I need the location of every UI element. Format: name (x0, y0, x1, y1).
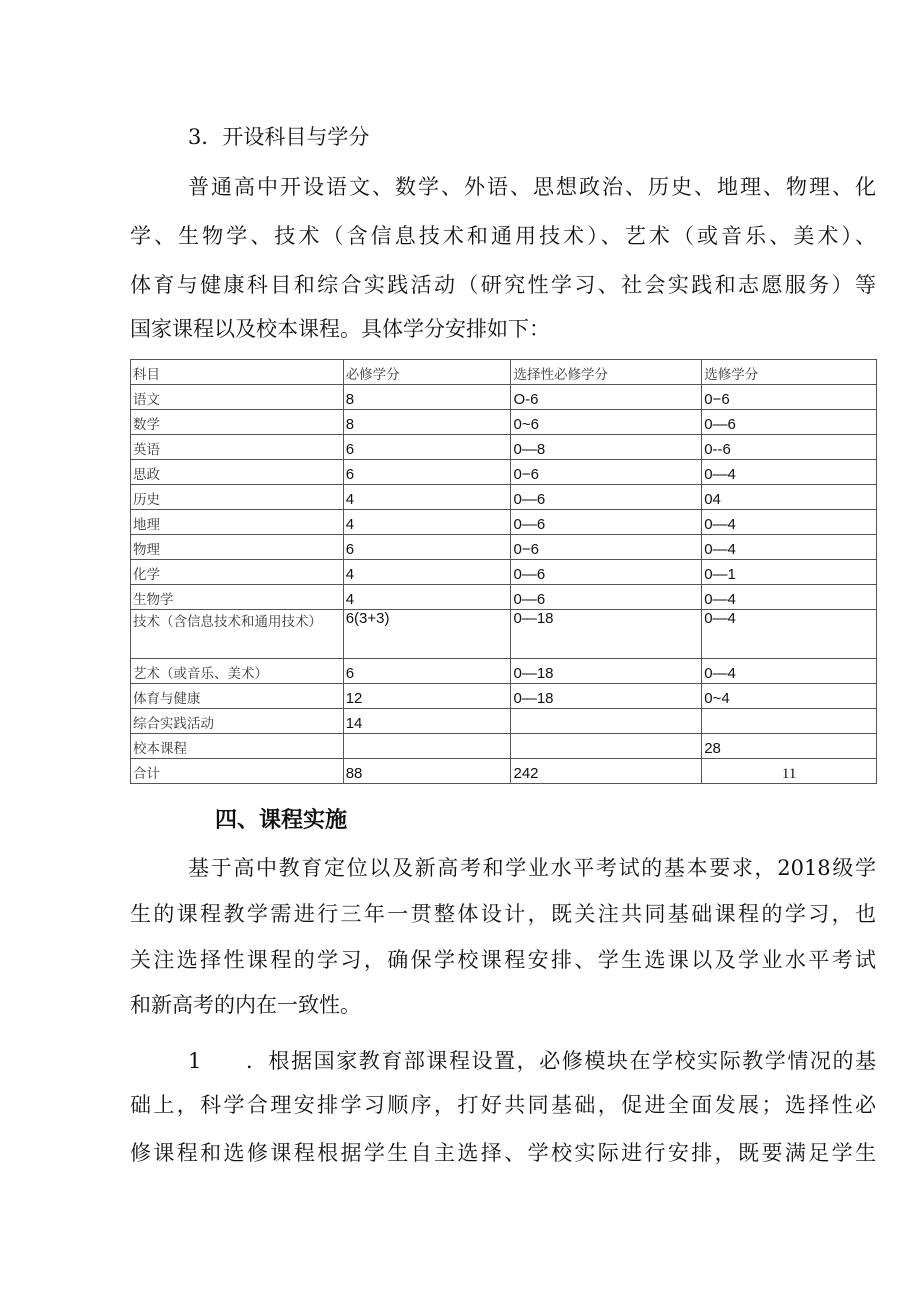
table-row (131, 684, 877, 709)
header-cell: 科目 (131, 360, 344, 385)
table-row (131, 510, 877, 535)
paragraph-line: 普通高中开设语文、数学、外语、思想政治、历史、地理、物理、化 (188, 175, 876, 199)
credit-cell: 0—6 (702, 410, 877, 435)
subject-cell: 生物学 (131, 585, 344, 610)
credit-cell (343, 734, 511, 759)
table-row (131, 385, 877, 410)
credit-cell: 0--6 (702, 435, 877, 460)
credit-cell: 6 (343, 535, 511, 560)
credit-cell: 0−6 (511, 460, 702, 485)
paragraph-line: 修课程和选修课程根据学生自主选择、学校实际进行安排，既要满足学生 (130, 1141, 876, 1165)
table-row (131, 435, 877, 460)
credit-cell: 4 (343, 560, 511, 585)
subject-cell: 历史 (131, 485, 344, 510)
paragraph-line: 体育与健康科目和综合实践活动（研究性学习、社会实践和志愿服务）等 (130, 273, 876, 297)
credit-cell: 4 (343, 485, 511, 510)
subject-cell: 物理 (131, 535, 344, 560)
subject-cell: 英语 (131, 435, 344, 460)
subject-cell: 数学 (131, 410, 344, 435)
credit-cell: 0—6 (511, 560, 702, 585)
paragraph-line: ．根据国家教育部课程设置，必修模块在学校实际教学情况的基 (246, 1049, 876, 1073)
table-row (131, 485, 877, 510)
credit-cell: 4 (343, 510, 511, 535)
credit-cell: 6 (343, 435, 511, 460)
credit-cell: O-6 (511, 385, 702, 410)
table-row (131, 659, 877, 684)
credit-cell: 6 (343, 460, 511, 485)
credit-cell: 0—4 (702, 535, 877, 560)
section-heading-3: 3．开设科目与学分 (188, 125, 370, 149)
credit-cell: 0—18 (511, 659, 702, 684)
header-cell: 必修学分 (343, 360, 511, 385)
credit-cell: 04 (702, 485, 877, 510)
credit-cell: 0~6 (511, 410, 702, 435)
credit-cell: 0—18 (511, 610, 702, 659)
table-row (131, 610, 877, 659)
paragraph-line: 基于高中教育定位以及新高考和学业水平考试的基本要求，2018级学 (188, 856, 876, 880)
subject-cell: 综合实践活动 (131, 709, 344, 734)
subject-cell: 化学 (131, 560, 344, 585)
credit-cell: 6(3+3) (343, 610, 511, 659)
credits-table (130, 359, 877, 784)
credit-cell: 0—4 (702, 585, 877, 610)
subject-cell: 合计 (131, 759, 344, 784)
table-header-row (131, 360, 877, 385)
credit-cell: 0—1 (702, 560, 877, 585)
paragraph-line: 生的课程教学需进行三年一贯整体设计，既关注共同基础课程的学习，也 (130, 902, 876, 926)
credit-cell: 0—6 (511, 585, 702, 610)
paragraph-line: 和新高考的内在一致性。 (130, 993, 361, 1017)
credit-cell: 0—18 (511, 684, 702, 709)
credit-cell: 6 (343, 659, 511, 684)
paragraph-line: 学、生物学、技术（含信息技术和通用技术）、艺术（或音乐、美术）、 (130, 224, 876, 248)
credit-cell: 12 (343, 684, 511, 709)
table-row (131, 560, 877, 585)
subject-cell: 校本课程 (131, 734, 344, 759)
subject-cell: 地理 (131, 510, 344, 535)
credit-cell: 14 (343, 709, 511, 734)
credit-cell (511, 734, 702, 759)
table-row (131, 535, 877, 560)
credit-cell: 8 (343, 410, 511, 435)
credit-cell: 0—6 (511, 485, 702, 510)
credit-cell: 0−6 (702, 385, 877, 410)
paragraph-line: 关注选择性课程的学习，确保学校课程安排、学生选课以及学业水平考试 (130, 948, 876, 972)
table-row (131, 410, 877, 435)
table-row (131, 709, 877, 734)
credit-cell: 0—4 (702, 460, 877, 485)
credit-cell: 0—4 (702, 510, 877, 535)
subject-cell: 语文 (131, 385, 344, 410)
table-row (131, 734, 877, 759)
subject-cell: 体育与健康 (131, 684, 344, 709)
credit-cell: 0−6 (511, 535, 702, 560)
subject-cell: 艺术（或音乐、美术） (131, 659, 344, 684)
credit-cell: 0—4 (702, 610, 877, 659)
subject-cell: 技术（含信息技术和通用技术） (131, 610, 344, 659)
section-heading-4: 四、课程实施 (215, 808, 348, 833)
credit-cell: 0—6 (511, 510, 702, 535)
paragraph-line: 国家课程以及校本课程。具体学分安排如下： (130, 317, 550, 341)
credit-cell: 0—8 (511, 435, 702, 460)
table-row (131, 759, 877, 784)
credit-cell (702, 709, 877, 734)
subject-cell: 思政 (131, 460, 344, 485)
paragraph-line: 础上，科学合理安排学习顺序，打好共同基础，促进全面发展；选择性必 (130, 1093, 876, 1117)
table-row (131, 585, 877, 610)
credit-cell: 242 (511, 759, 702, 784)
credit-cell: 88 (343, 759, 511, 784)
credit-cell: 11 (702, 759, 877, 784)
header-cell: 选修学分 (702, 360, 877, 385)
credit-cell: 8 (343, 385, 511, 410)
credit-cell: 0—4 (702, 659, 877, 684)
credit-cell: 0~4 (702, 684, 877, 709)
credit-cell: 4 (343, 585, 511, 610)
table-row (131, 460, 877, 485)
credit-cell (511, 709, 702, 734)
list-number: 1 (188, 1049, 202, 1073)
credit-cell: 28 (702, 734, 877, 759)
header-cell: 选择性必修学分 (511, 360, 702, 385)
